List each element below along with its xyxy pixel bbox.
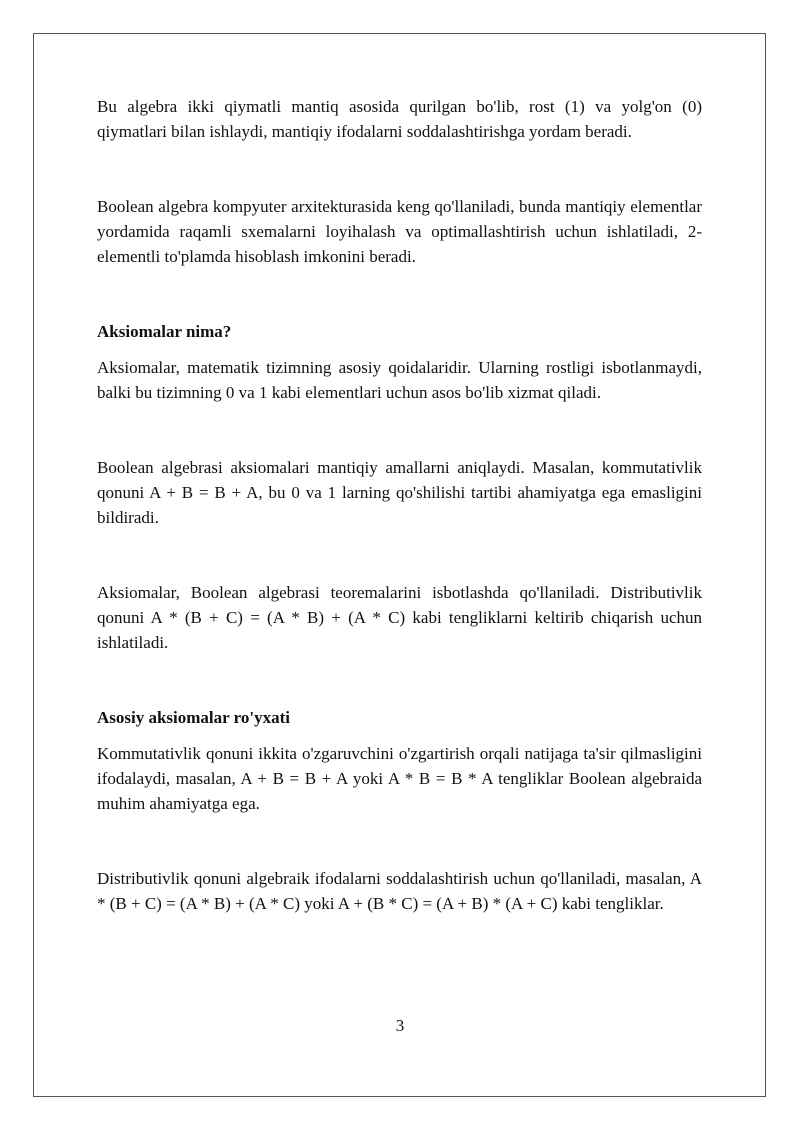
paragraph-computer-architecture: Boolean algebra kompyuter arxitekturasida keng qo'llaniladi, bunda mantiqiy elementlar yordamida raqamli sxemalarni loyihalash va optimallashtirish uchun ishlatiladi, 2-elementli to'plamda hisoblash imkonini beradi.	[97, 197, 702, 266]
page-content	[97, 94, 702, 916]
paragraph-commutative-law: Kommutativlik qonuni ikkita o'zgaruvchini o'zgartirish orqali natijaga ta'sir qilmasligini ifodalaydi, masalan, A + B = B + A yoki A * B = B * A tengliklar Boolean algebraida muhim ahamiyatga ega.	[97, 744, 702, 813]
paragraph-axioms-definition: Aksiomalar, matematik tizimning asosiy qoidalaridir. Ularning rostligi isbotlanmaydi, balki bu tizimning 0 va 1 kabi elementlari uchun asos bo'lib xizmat qiladi.	[97, 358, 702, 402]
paragraph-distributive-law: Distributivlik qonuni algebraik ifodalarni soddalashtirish uchun qo'llaniladi, masalan, A * (B + C) = (A * B) + (A * C) yoki A + (B * C) = (A + B) * (A + C) kabi tengliklar.	[97, 869, 702, 913]
paragraph-axioms-theorems: Aksiomalar, Boolean algebrasi teoremalarini isbotlashda qo'llaniladi. Distributivlik qonuni A * (B + C) = (A * B) + (A * C) kabi tengliklarni keltirib chiqarish uchun ishlatiladi.	[97, 583, 702, 652]
paragraph-axioms-operations: Boolean algebrasi aksiomalari mantiqiy amallarni aniqlaydi. Masalan, kommutativlik qonuni A + B = B + A, bu 0 va 1 larning qo'shilishi tartibi ahamiyatga ega emasligini bildiradi.	[97, 458, 702, 527]
heading-axioms-list: Asosiy aksiomalar ro'yxati	[97, 708, 290, 727]
page-number: 3	[395, 1016, 405, 1035]
paragraph-two-valued-logic: Bu algebra ikki qiymatli mantiq asosida qurilgan bo'lib, rost (1) va yolg'on (0) qiymatlari bilan ishlaydi, mantiqiy ifodalarni soddalashtirishga yordam beradi.	[97, 97, 702, 141]
heading-what-are-axioms: Aksiomalar nima?	[97, 322, 232, 341]
